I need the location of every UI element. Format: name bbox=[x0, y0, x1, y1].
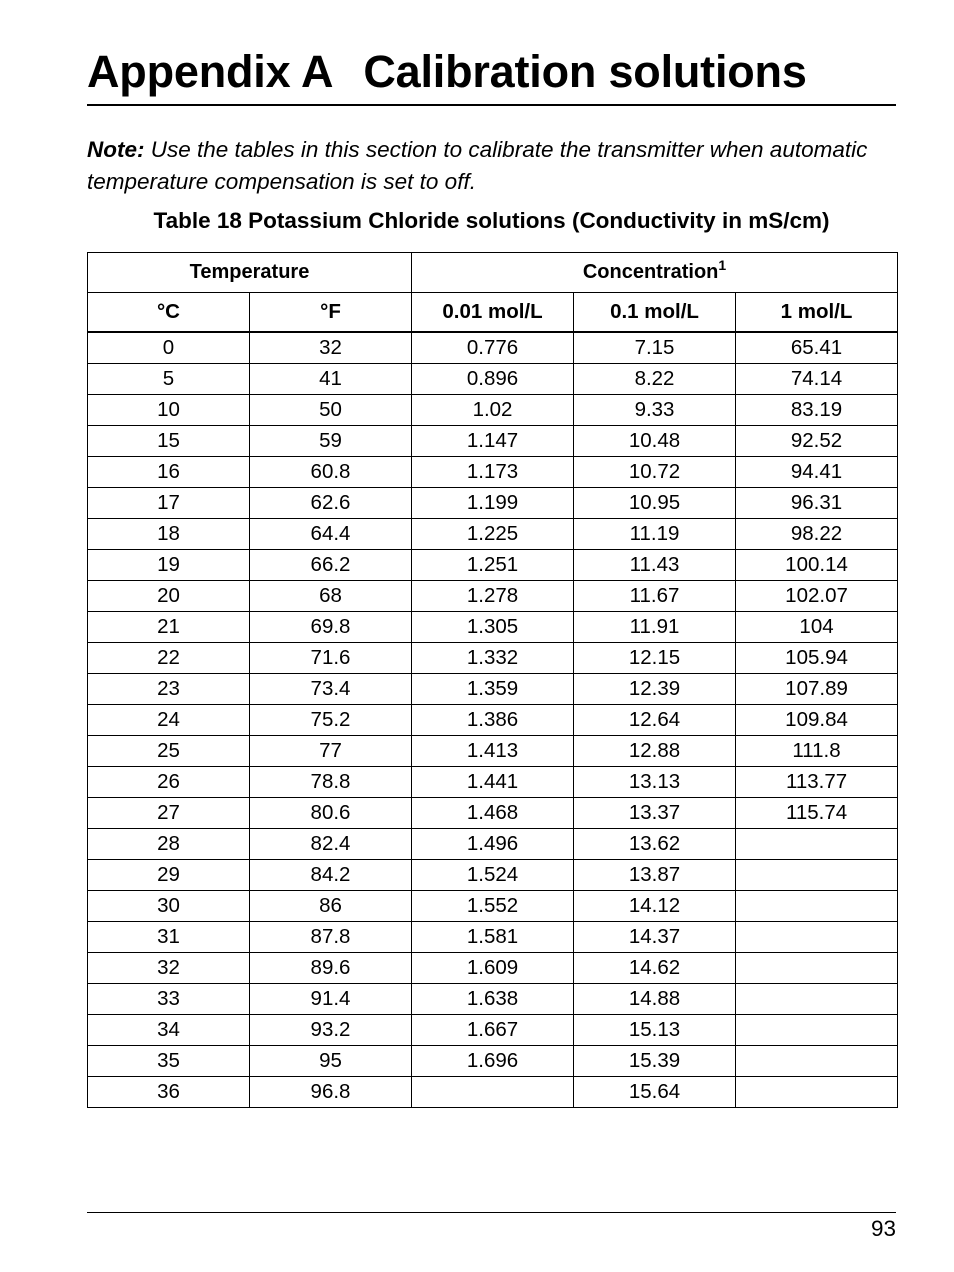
cell-1-mol: 104 bbox=[736, 612, 898, 643]
cell-0-1-mol: 15.13 bbox=[574, 1015, 736, 1046]
cell-0-01-mol: 1.552 bbox=[412, 891, 574, 922]
cell-fahrenheit: 87.8 bbox=[250, 922, 412, 953]
cell-celsius: 27 bbox=[88, 798, 250, 829]
cell-1-mol bbox=[736, 922, 898, 953]
cell-fahrenheit: 89.6 bbox=[250, 953, 412, 984]
page-title bbox=[87, 44, 896, 100]
cell-1-mol: 113.77 bbox=[736, 767, 898, 798]
cell-1-mol bbox=[736, 860, 898, 891]
cell-0-1-mol: 10.95 bbox=[574, 488, 736, 519]
table-row bbox=[88, 736, 898, 767]
cell-0-1-mol: 10.48 bbox=[574, 426, 736, 457]
cell-0-01-mol: 0.776 bbox=[412, 332, 574, 364]
cell-1-mol bbox=[736, 829, 898, 860]
cell-1-mol: 92.52 bbox=[736, 426, 898, 457]
table-row bbox=[88, 674, 898, 705]
cell-1-mol: 109.84 bbox=[736, 705, 898, 736]
cell-celsius: 0 bbox=[88, 332, 250, 364]
cell-0-1-mol: 14.62 bbox=[574, 953, 736, 984]
column-header-celsius: °C bbox=[88, 293, 250, 333]
cell-celsius: 29 bbox=[88, 860, 250, 891]
cell-1-mol: 98.22 bbox=[736, 519, 898, 550]
table-row bbox=[88, 829, 898, 860]
cell-celsius: 30 bbox=[88, 891, 250, 922]
table-row bbox=[88, 953, 898, 984]
cell-0-01-mol: 1.696 bbox=[412, 1046, 574, 1077]
cell-1-mol: 107.89 bbox=[736, 674, 898, 705]
note-label: Note: bbox=[87, 137, 145, 162]
cell-0-1-mol: 11.91 bbox=[574, 612, 736, 643]
cell-0-1-mol: 13.62 bbox=[574, 829, 736, 860]
cell-fahrenheit: 62.6 bbox=[250, 488, 412, 519]
cell-0-01-mol: 1.413 bbox=[412, 736, 574, 767]
cell-0-1-mol: 7.15 bbox=[574, 332, 736, 364]
table-row bbox=[88, 550, 898, 581]
cell-0-1-mol: 13.37 bbox=[574, 798, 736, 829]
cell-0-01-mol: 1.667 bbox=[412, 1015, 574, 1046]
cell-0-01-mol: 1.441 bbox=[412, 767, 574, 798]
cell-0-01-mol: 1.305 bbox=[412, 612, 574, 643]
table-row bbox=[88, 519, 898, 550]
column-header-1-mol: 1 mol/L bbox=[736, 293, 898, 333]
cell-0-01-mol: 1.386 bbox=[412, 705, 574, 736]
concentration-group-header bbox=[412, 253, 898, 293]
cell-celsius: 35 bbox=[88, 1046, 250, 1077]
table-row bbox=[88, 1046, 898, 1077]
cell-0-01-mol: 1.638 bbox=[412, 984, 574, 1015]
cell-0-1-mol: 12.64 bbox=[574, 705, 736, 736]
table-caption: Table 18 Potassium Chloride solutions (Conductivity in mS/cm) bbox=[153, 208, 830, 233]
table-row bbox=[88, 922, 898, 953]
cell-celsius: 23 bbox=[88, 674, 250, 705]
cell-fahrenheit: 71.6 bbox=[250, 643, 412, 674]
cell-fahrenheit: 82.4 bbox=[250, 829, 412, 860]
table-row bbox=[88, 643, 898, 674]
cell-celsius: 20 bbox=[88, 581, 250, 612]
table-row bbox=[88, 1015, 898, 1046]
table-row bbox=[88, 581, 898, 612]
cell-0-01-mol: 1.524 bbox=[412, 860, 574, 891]
table-body bbox=[88, 332, 898, 1108]
cell-0-01-mol: 1.147 bbox=[412, 426, 574, 457]
cell-0-1-mol: 14.37 bbox=[574, 922, 736, 953]
cell-0-1-mol: 13.13 bbox=[574, 767, 736, 798]
table-row bbox=[88, 395, 898, 426]
table-row bbox=[88, 705, 898, 736]
cell-celsius: 21 bbox=[88, 612, 250, 643]
table-row bbox=[88, 1077, 898, 1108]
cell-1-mol: 105.94 bbox=[736, 643, 898, 674]
cell-fahrenheit: 91.4 bbox=[250, 984, 412, 1015]
cell-1-mol: 102.07 bbox=[736, 581, 898, 612]
cell-0-01-mol: 1.02 bbox=[412, 395, 574, 426]
cell-0-01-mol: 1.173 bbox=[412, 457, 574, 488]
cell-celsius: 32 bbox=[88, 953, 250, 984]
cell-1-mol: 111.8 bbox=[736, 736, 898, 767]
cell-fahrenheit: 73.4 bbox=[250, 674, 412, 705]
cell-0-01-mol: 1.225 bbox=[412, 519, 574, 550]
cell-0-01-mol: 1.332 bbox=[412, 643, 574, 674]
cell-1-mol bbox=[736, 1015, 898, 1046]
table-row bbox=[88, 798, 898, 829]
cell-celsius: 19 bbox=[88, 550, 250, 581]
table-row bbox=[88, 457, 898, 488]
cell-fahrenheit: 60.8 bbox=[250, 457, 412, 488]
cell-celsius: 28 bbox=[88, 829, 250, 860]
cell-celsius: 16 bbox=[88, 457, 250, 488]
cell-fahrenheit: 41 bbox=[250, 364, 412, 395]
table-group-header-row bbox=[88, 253, 898, 293]
column-header-0-1-mol: 0.1 mol/L bbox=[574, 293, 736, 333]
note-text: Use the tables in this section to calibrate the transmitter when automatic temperature compensation is set to off. bbox=[87, 137, 868, 194]
cell-fahrenheit: 84.2 bbox=[250, 860, 412, 891]
cell-0-1-mol: 11.67 bbox=[574, 581, 736, 612]
cell-0-1-mol: 8.22 bbox=[574, 364, 736, 395]
cell-0-1-mol: 15.64 bbox=[574, 1077, 736, 1108]
cell-celsius: 33 bbox=[88, 984, 250, 1015]
cell-1-mol: 74.14 bbox=[736, 364, 898, 395]
cell-celsius: 34 bbox=[88, 1015, 250, 1046]
cell-fahrenheit: 96.8 bbox=[250, 1077, 412, 1108]
cell-fahrenheit: 75.2 bbox=[250, 705, 412, 736]
cell-1-mol: 65.41 bbox=[736, 332, 898, 364]
cell-fahrenheit: 66.2 bbox=[250, 550, 412, 581]
cell-0-1-mol: 12.15 bbox=[574, 643, 736, 674]
title-rule bbox=[87, 104, 896, 106]
concentration-group-label: Concentration bbox=[582, 261, 719, 283]
cell-0-1-mol: 9.33 bbox=[574, 395, 736, 426]
cell-0-1-mol: 14.12 bbox=[574, 891, 736, 922]
cell-celsius: 36 bbox=[88, 1077, 250, 1108]
cell-0-1-mol: 11.19 bbox=[574, 519, 736, 550]
table-row bbox=[88, 612, 898, 643]
cell-celsius: 18 bbox=[88, 519, 250, 550]
cell-celsius: 26 bbox=[88, 767, 250, 798]
cell-0-01-mol bbox=[412, 1077, 574, 1108]
cell-fahrenheit: 77 bbox=[250, 736, 412, 767]
cell-fahrenheit: 78.8 bbox=[250, 767, 412, 798]
column-header-fahrenheit: °F bbox=[250, 293, 412, 333]
table-row bbox=[88, 332, 898, 364]
cell-fahrenheit: 59 bbox=[250, 426, 412, 457]
cell-1-mol: 83.19 bbox=[736, 395, 898, 426]
cell-0-01-mol: 1.609 bbox=[412, 953, 574, 984]
cell-fahrenheit: 86 bbox=[250, 891, 412, 922]
table-row bbox=[88, 860, 898, 891]
cell-fahrenheit: 95 bbox=[250, 1046, 412, 1077]
note-paragraph bbox=[87, 134, 896, 198]
temperature-group-header bbox=[88, 253, 412, 293]
table-row bbox=[88, 488, 898, 519]
appendix-title: Calibration solutions bbox=[363, 46, 807, 97]
cell-fahrenheit: 64.4 bbox=[250, 519, 412, 550]
cell-1-mol bbox=[736, 1046, 898, 1077]
cell-0-1-mol: 15.39 bbox=[574, 1046, 736, 1077]
table-row bbox=[88, 891, 898, 922]
table-column-header-row bbox=[88, 293, 898, 333]
table-row bbox=[88, 364, 898, 395]
temperature-group-label: Temperature bbox=[189, 261, 310, 283]
cell-fahrenheit: 68 bbox=[250, 581, 412, 612]
cell-0-01-mol: 1.581 bbox=[412, 922, 574, 953]
concentration-footnote-marker: 1 bbox=[718, 257, 727, 273]
cell-1-mol: 100.14 bbox=[736, 550, 898, 581]
cell-0-1-mol: 11.43 bbox=[574, 550, 736, 581]
cell-0-01-mol: 1.468 bbox=[412, 798, 574, 829]
appendix-label: Appendix A bbox=[87, 46, 334, 97]
cell-celsius: 24 bbox=[88, 705, 250, 736]
cell-celsius: 22 bbox=[88, 643, 250, 674]
cell-celsius: 10 bbox=[88, 395, 250, 426]
page-number: 93 bbox=[870, 1216, 896, 1241]
cell-1-mol: 96.31 bbox=[736, 488, 898, 519]
cell-fahrenheit: 69.8 bbox=[250, 612, 412, 643]
cell-1-mol bbox=[736, 891, 898, 922]
table-row bbox=[88, 767, 898, 798]
table-row bbox=[88, 984, 898, 1015]
cell-celsius: 31 bbox=[88, 922, 250, 953]
cell-celsius: 17 bbox=[88, 488, 250, 519]
cell-0-01-mol: 1.199 bbox=[412, 488, 574, 519]
cell-1-mol bbox=[736, 1077, 898, 1108]
cell-fahrenheit: 93.2 bbox=[250, 1015, 412, 1046]
kcl-conductivity-table bbox=[87, 252, 898, 1108]
cell-celsius: 15 bbox=[88, 426, 250, 457]
cell-1-mol bbox=[736, 953, 898, 984]
column-header-0-01-mol: 0.01 mol/L bbox=[412, 293, 574, 333]
cell-fahrenheit: 80.6 bbox=[250, 798, 412, 829]
cell-0-1-mol: 12.88 bbox=[574, 736, 736, 767]
cell-1-mol: 94.41 bbox=[736, 457, 898, 488]
cell-fahrenheit: 50 bbox=[250, 395, 412, 426]
cell-0-01-mol: 1.359 bbox=[412, 674, 574, 705]
cell-celsius: 25 bbox=[88, 736, 250, 767]
footer-rule bbox=[87, 1212, 896, 1213]
cell-0-01-mol: 1.496 bbox=[412, 829, 574, 860]
cell-0-01-mol: 1.278 bbox=[412, 581, 574, 612]
cell-0-01-mol: 0.896 bbox=[412, 364, 574, 395]
cell-0-1-mol: 12.39 bbox=[574, 674, 736, 705]
cell-fahrenheit: 32 bbox=[250, 332, 412, 364]
table-row bbox=[88, 426, 898, 457]
cell-0-01-mol: 1.251 bbox=[412, 550, 574, 581]
cell-1-mol: 115.74 bbox=[736, 798, 898, 829]
cell-1-mol bbox=[736, 984, 898, 1015]
cell-0-1-mol: 14.88 bbox=[574, 984, 736, 1015]
cell-celsius: 5 bbox=[88, 364, 250, 395]
cell-0-1-mol: 13.87 bbox=[574, 860, 736, 891]
cell-0-1-mol: 10.72 bbox=[574, 457, 736, 488]
